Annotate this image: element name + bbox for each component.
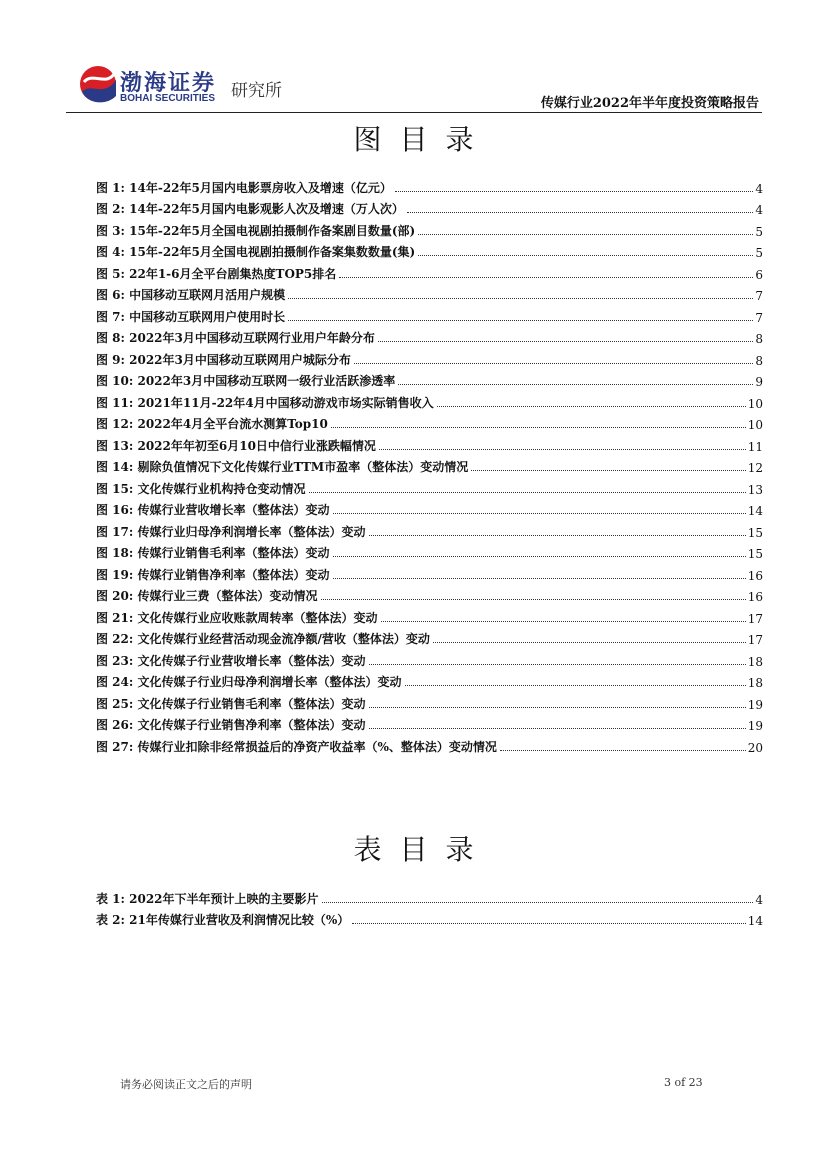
toc-entry[interactable] [96,196,763,218]
toc-entry-label: 表 2: 21年传媒行业营收及利润情况比较（%） [96,913,350,927]
toc-dot-leader [378,341,753,342]
toc-entry-label: 图 26: 文化传媒子行业销售净利率（整体法）变动 [96,718,366,732]
logo-english-name: BOHAI SECURITIES [120,93,216,104]
toc-entry-label: 图 12: 2022年4月全平台流水测算Top10 [96,417,328,431]
toc-dot-leader [369,707,746,708]
toc-entry[interactable] [96,733,763,755]
toc-dot-leader [471,470,746,471]
toc-entry-label: 图 15: 文化传媒行业机构持仓变动情况 [96,481,306,496]
toc-entry-page: 9 [755,375,763,389]
toc-dot-leader [333,556,746,557]
toc-entry-page: 19 [747,719,763,733]
toc-entry-label: 图 10: 2022年3月中国移动互联网一级行业活跃渗透率 [96,374,396,388]
toc-entry-page: 7 [755,310,763,325]
toc-entry-page: 10 [747,418,763,432]
toc-entry-page: 12 [747,461,763,475]
toc-entry-page: 19 [747,697,763,712]
toc-dot-leader [405,685,746,686]
toc-dot-leader [331,427,746,428]
toc-entry-page: 4 [755,203,763,217]
toc-dot-leader [437,406,746,407]
header-divider [66,112,762,113]
toc-entry[interactable] [96,885,763,907]
tables-toc-title: 表目录 [353,833,492,866]
toc-entry[interactable] [96,712,763,734]
toc-dot-leader [333,513,746,514]
toc-entry-label: 图 2: 14年-22年5月国内电影观影人次及增速（万人次） [96,202,404,216]
toc-dot-leader [369,664,746,665]
toc-entry-page: 18 [747,654,763,669]
figures-toc-list [96,174,763,755]
toc-entry-page: 16 [747,568,763,583]
toc-entry[interactable] [96,282,763,304]
bohai-logo-mark [78,62,118,106]
toc-entry[interactable] [96,260,763,282]
toc-entry-label: 图 5: 22年1-6月全平台剧集热度TOP5排名 [96,266,337,281]
toc-entry[interactable] [96,239,763,261]
toc-entry[interactable] [96,325,763,347]
toc-dot-leader [352,923,745,924]
toc-entry[interactable] [96,411,763,433]
footer-disclaimer: 请务必阅读正文之后的声明 [120,1078,252,1091]
toc-dot-leader [418,255,753,256]
toc-entry-label: 表 1: 2022年下半年预计上映的主要影片 [96,891,319,906]
toc-entry-label: 图 4: 15年-22年5月全国电视剧拍摄制作备案集数数量(集) [96,245,416,259]
toc-dot-leader [433,642,746,643]
toc-entry-label: 图 13: 2022年年初至6月10日中信行业涨跌幅情况 [96,438,376,453]
toc-dot-leader [369,535,746,536]
toc-entry-page: 4 [755,181,763,196]
toc-entry-page: 17 [747,633,763,647]
toc-entry[interactable] [96,454,763,476]
toc-entry-page: 4 [755,892,763,907]
toc-dot-leader [288,320,753,321]
toc-dot-leader [333,578,746,579]
toc-entry[interactable] [96,174,763,196]
toc-entry-label: 图 22: 文化传媒行业经营活动现金流净额/营收（整体法）变动 [96,632,430,646]
toc-entry-label: 图 18: 传媒行业销售毛利率（整体法）变动 [96,546,330,560]
toc-dot-leader [500,750,746,751]
toc-entry-page: 20 [747,740,763,755]
toc-dot-leader [339,277,753,278]
toc-dot-leader [398,384,753,385]
toc-entry[interactable] [96,626,763,648]
toc-entry[interactable] [96,583,763,605]
toc-entry-page: 7 [755,289,763,303]
toc-entry-label: 图 1: 14年-22年5月国内电影票房收入及增速（亿元） [96,180,392,195]
toc-entry-page: 8 [755,353,763,368]
toc-entry[interactable] [96,497,763,519]
toc-entry-page: 15 [747,547,763,561]
toc-dot-leader [395,191,753,192]
toc-dot-leader [407,212,753,213]
report-title: 传媒行业2022年半年度投资策略报告 [540,96,759,111]
toc-dot-leader [418,234,753,235]
toc-entry-label: 图 11: 2021年11月-22年4月中国移动游戏市场实际销售收入 [96,395,434,410]
toc-entry-page: 5 [755,224,763,239]
toc-entry-page: 18 [747,676,763,690]
toc-dot-leader [288,298,753,299]
toc-dot-leader [369,728,746,729]
toc-entry[interactable] [96,907,763,929]
toc-entry-page: 15 [747,525,763,540]
toc-entry-label: 图 23: 文化传媒子行业营收增长率（整体法）变动 [96,653,366,668]
bohai-logo [78,62,338,107]
toc-entry[interactable] [96,217,763,239]
toc-entry[interactable] [96,368,763,390]
page-number: 3 of 23 [664,1076,703,1089]
toc-entry[interactable] [96,669,763,691]
toc-entry[interactable] [96,690,763,712]
toc-entry-label: 图 21: 文化传媒行业应收账款周转率（整体法）变动 [96,610,378,625]
toc-entry[interactable] [96,303,763,325]
figures-toc-title: 图目录 [353,123,492,156]
institute-label: 研究所 [231,81,282,101]
toc-entry-page: 11 [747,439,763,454]
toc-entry[interactable] [96,389,763,411]
toc-entry[interactable] [96,518,763,540]
toc-entry-label: 图 7: 中国移动互联网用户使用时长 [96,309,286,324]
toc-entry[interactable] [96,432,763,454]
toc-entry-page: 14 [747,504,763,518]
toc-entry-label: 图 16: 传媒行业营收增长率（整体法）变动 [96,503,330,517]
toc-entry-label: 图 19: 传媒行业销售净利率（整体法）变动 [96,567,330,582]
tables-toc-list [96,885,763,928]
toc-entry[interactable] [96,604,763,626]
toc-entry-page: 5 [755,246,763,260]
toc-entry-label: 图 24: 文化传媒子行业归母净利润增长率（整体法）变动 [96,675,402,689]
logo-chinese-name: 渤海证券 [120,71,217,96]
toc-entry[interactable] [96,647,763,669]
toc-entry-page: 13 [747,482,763,497]
toc-entry-label: 图 3: 15年-22年5月全国电视剧拍摄制作备案剧目数量(部) [96,223,416,238]
toc-entry-page: 6 [755,267,763,282]
toc-entry-page: 14 [747,914,763,928]
toc-dot-leader [381,621,746,622]
toc-entry-page: 17 [747,611,763,626]
toc-entry[interactable] [96,540,763,562]
toc-entry-label: 图 17: 传媒行业归母净利润增长率（整体法）变动 [96,524,366,539]
toc-entry[interactable] [96,346,763,368]
toc-entry-page: 8 [755,332,763,346]
toc-dot-leader [379,449,746,450]
toc-dot-leader [354,363,753,364]
toc-entry[interactable] [96,475,763,497]
toc-dot-leader [322,902,754,903]
toc-entry-label: 图 25: 文化传媒子行业销售毛利率（整体法）变动 [96,696,366,711]
toc-entry-label: 图 14: 剔除负值情况下文化传媒行业TTM市盈率（整体法）变动情况 [96,460,469,474]
toc-entry-page: 10 [747,396,763,411]
toc-entry-label: 图 6: 中国移动互联网月活用户规模 [96,288,286,302]
toc-dot-leader [309,492,746,493]
toc-entry-label: 图 20: 传媒行业三费（整体法）变动情况 [96,589,318,603]
toc-entry-label: 图 8: 2022年3月中国移动互联网行业用户年龄分布 [96,331,375,345]
toc-entry-label: 图 9: 2022年3月中国移动互联网用户城际分布 [96,352,351,367]
toc-entry[interactable] [96,561,763,583]
toc-entry-page: 16 [747,590,763,604]
toc-entry-label: 图 27: 传媒行业扣除非经常损益后的净资产收益率（%、整体法）变动情况 [96,739,497,754]
toc-dot-leader [321,599,746,600]
